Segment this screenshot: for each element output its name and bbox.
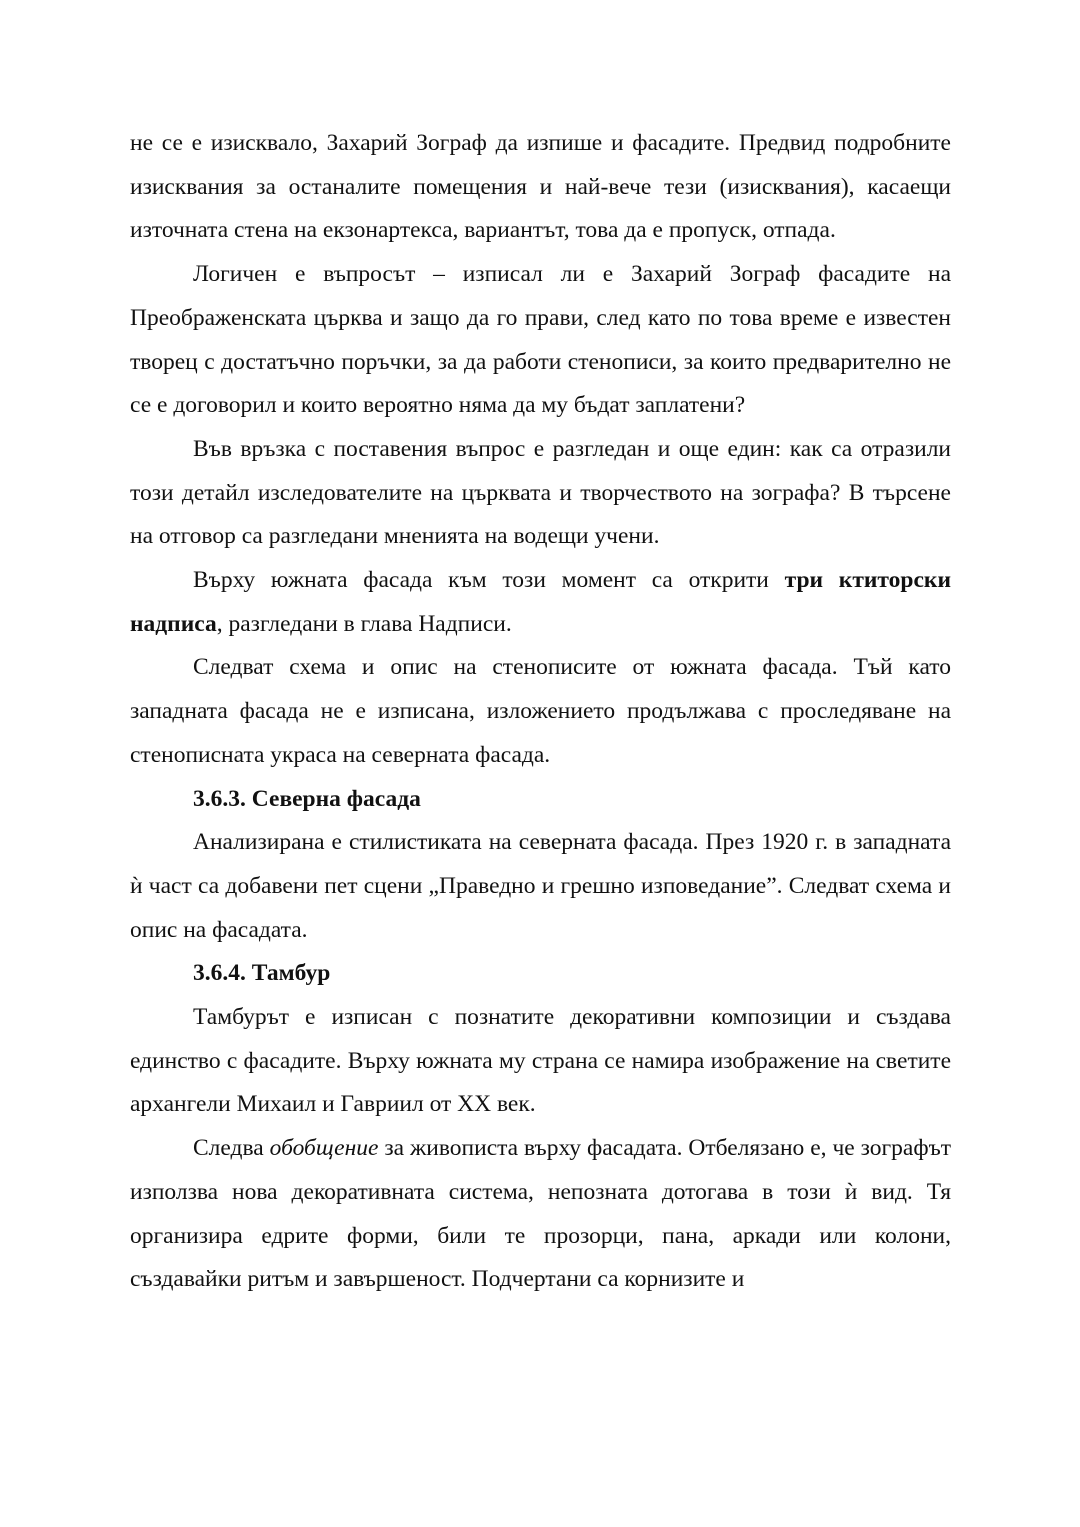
paragraph-continued: не се е изисквало, Захарий Зограф да изпише и фасадите. Предвид подробните изисквания за останалите помещения и най-вече тези (изисквания), касаещи източната стена на екзонартекса, вариантът, това да е пропуск, отпада. (130, 130, 951, 244)
inscriptions-bold: три ктиторски надписа (130, 567, 951, 637)
summary-italic: обобщение (269, 1135, 379, 1162)
paragraph-summary (130, 1127, 951, 1302)
heading-tambour: 3.6.4. Тамбур (193, 960, 331, 987)
summary-text-before: Следва (193, 1135, 270, 1162)
summary-text-after: за живописта върху фасадата. Отбелязано е, че зографът използва нова декоративната система, непозната дотогава в този ѝ вид. Тя организира едрите форми, били те прозорци, пана, аркади или колони, създавайки ритъм и завършеност. Подчертани са корнизите и (130, 1135, 951, 1293)
inscriptions-text-before: Върху южната фасада към този момент са открити (193, 567, 785, 594)
paragraph-tambour: Тамбурът е изписан с познатите декоративни композиции и създава единство с фасадите. Върху южната му страна се намира изображение на светите архангели Михаил и Гавриил от XX век. (130, 1004, 951, 1118)
document-page (130, 122, 951, 1302)
inscriptions-text-after: , разгледани в глава Надписи. (216, 610, 512, 637)
paragraph-south-facade: Следват схема и опис на стенописите от южната фасада. Тъй като западната фасада не е изписана, изложението продължава с проследяване на стенописната украса на северната фасада. (130, 654, 951, 768)
paragraph-question: Логичен е въпросът – изписал ли е Захарий Зограф фасадите на Преображенската църква и защо да го прави, след като по това време е известен творец с достатъчно поръчки, за да работи стенописи, за които предварително не се е договорил и които вероятно няма да му бъдат заплатени? (130, 261, 951, 419)
paragraph-researchers: Във връзка с поставения въпрос е разгледан и още един: как са отразили този детайл изследователите на църквата и творчеството на зографа? В търсене на отговор са разгледани мненията на водещи учени. (130, 435, 951, 550)
paragraph-north-facade: Анализирана е стилистиката на северната фасада. През 1920 г. в западната ѝ част са добавени пет сцени „Праведно и грешно изповедание”. Следват схема и опис на фасадата. (130, 829, 951, 943)
heading-north-facade: 3.6.3. Северна фасада (193, 785, 421, 812)
paragraph-inscriptions (130, 559, 951, 646)
